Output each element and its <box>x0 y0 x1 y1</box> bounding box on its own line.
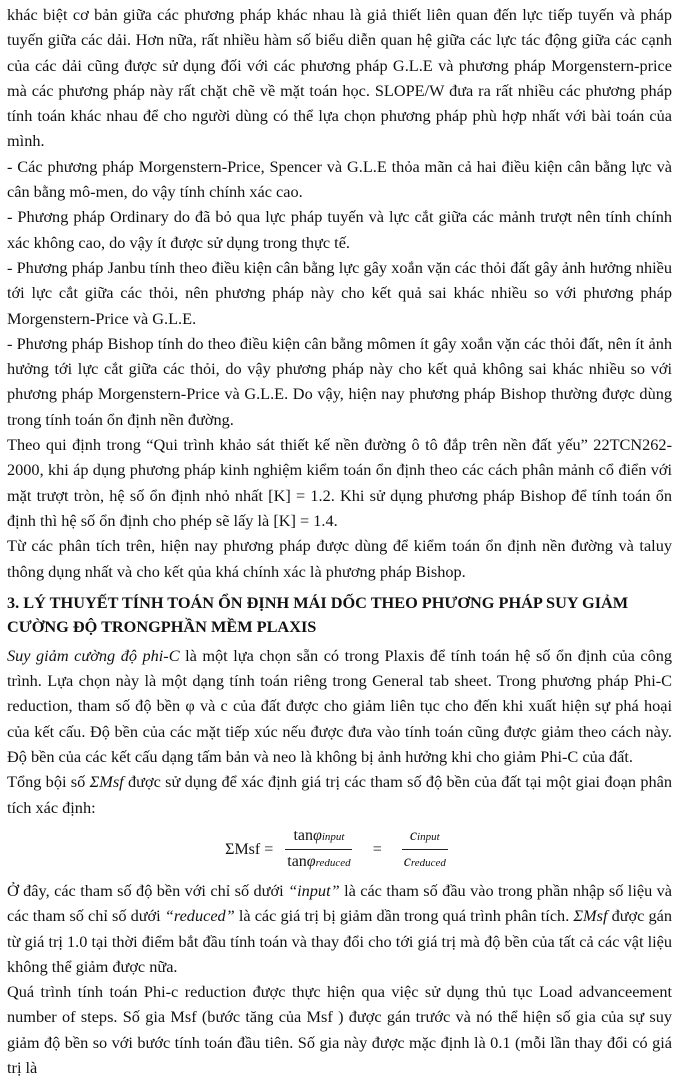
msf-text-a: Tổng bội số <box>7 772 90 792</box>
msf-formula <box>7 822 672 878</box>
paragraph-explanation <box>7 878 672 979</box>
fraction-denominator: tanφreduced <box>287 853 351 871</box>
formula-lhs: ΣMsf = <box>225 841 274 859</box>
msf-symbol: ΣMsf <box>89 772 124 792</box>
phi-c-term: Suy giảm cường độ phi-C <box>7 645 180 665</box>
bullet-janbu: - Phương pháp Janbu tính theo điều kiện cân bằng lực gây xoắn vặn các thỏi đất gây ảnh hưởng nhiều tới lực cắt giữa các thỏi, nên phương pháp này cho kết quả sai khác nhiều so với phương pháp Morgenstern-Price và G.L.E. <box>7 257 672 328</box>
bullet-morgenstern-spencer-gle: - Các phương pháp Morgenstern-Price, Spencer và G.L.E thỏa mãn cả hai điều kiện cân bằng lực và cân bằng mô-men, do vậy tính chính xác cao. <box>7 156 672 202</box>
reduced-term: “reduced” <box>164 906 235 926</box>
fraction-tan-phi <box>279 826 358 873</box>
formula-equals: = <box>372 841 382 859</box>
paragraph-regulation: Theo qui định trong “Qui trình khảo sát thiết kế nền đường ô tô đắp trên nền đất yếu” 22TCN262-2000, khi áp dụng phương pháp kinh nghiệm kiểm toán ổn định theo các cách phân mảnh cổ điển với mặt trượt tròn, hệ số ổn định nhỏ nhất [K] = 1.2. Khi sử dụng phương pháp Bishop để tính toán ổn định thì hệ số ổn định cho phép sẽ lấy là [K] = 1.4. <box>7 435 672 530</box>
input-term: “input” <box>288 880 340 900</box>
fraction-numerator: tanφinput <box>285 826 352 850</box>
msf-symbol: ΣMsf <box>573 906 608 926</box>
paragraph-intro: khác biệt cơ bản giữa các phương pháp khác nhau là giả thiết liên quan đến lực tiếp tuyến và pháp tuyến giữa các dải. Hơn nữa, rất nhiều hàm số biểu diễn quan hệ giữa các lực tác động giữa các cạnh của các dải cũng được sử dụng đối với các phương pháp G.L.E và phương pháp Morgenstern-price mà các phương pháp này rất chặt chẽ về mặt toán học. SLOPE/W đưa ra rất nhiều các phương pháp tính toán khác nhau để cho người dùng có thể lựa chọn phương pháp phù hợp nhất với bài toán của mình. <box>7 5 672 151</box>
bullet-ordinary: - Phương pháp Ordinary do đã bỏ qua lực pháp tuyến và lực cắt giữa các mảnh trượt nên tính chính xác không cao, do vậy ít được sử dụng trong thực tế. <box>7 207 672 252</box>
phi-c-text: là một lựa chọn sẵn có trong Plaxis để tính toán hệ số ổn định của công trình. Lựa chọn này là một dạng tính toán riêng trong General tab sheet. Trong phương pháp Phi-C reduction, tham số độ bền φ và c của đất được cho giảm liên tục cho đến khi xuất hiện sự phá hoại của kết cấu. Độ bền của các mặt tiếp xúc nếu được đưa vào tính toán cũng được giảm theo cách này. Độ bền của các kết cấu dạng tấm bản và neo là không bị ảnh hưởng khi cho giảm Phi-C của đất. <box>7 645 672 767</box>
paragraph-conclusion: Từ các phân tích trên, hiện nay phương pháp được dùng để kiểm toán ổn định nền đường và taluy thông dụng nhất và cho kết qủa khá chính xác là phương pháp Bishop. <box>7 536 672 581</box>
fraction-denominator: creduced <box>403 853 446 871</box>
explanation-text-a: Ở đây, các tham số độ bền với chỉ số dưới <box>7 880 289 900</box>
explanation-text-d: được gán từ giá trị 1.0 tại thời điểm bắt đầu tính toán và thay đổi cho tới giá trị mà độ bền của tất cả các vật liệu không thể giảm được nữa. <box>7 906 672 976</box>
paragraph-phi-c <box>7 643 672 769</box>
fraction-numerator: cinput <box>402 826 448 850</box>
paragraph-process: Quá trình tính toán Phi-c reduction được thực hiện qua việc sử dụng thủ tục Load advanceement number of steps. Số gia Msf (bước tăng của Msf ) được gán trước và nó thể hiện số gia của sự suy giảm độ bền so với bước tính toán đầu tiên. Số gia này được mặc định là 0.1 (mỗi lần thay đổi có giá trị là <box>7 982 672 1077</box>
bullet-bishop: - Phương pháp Bishop tính do theo điều kiện cân bằng mômen ít gây xoắn vặn các thỏi đất, nên ít ảnh hưởng tới lực cắt giữa các thỏi, do vậy phương pháp này cho kết quả không sai khác nhiều so với phương pháp Morgenstern-Price và G.L.E. Do vậy, hiện nay phương pháp Bishop thường được dùng trong tính toán ổn định nền đường. <box>7 333 672 429</box>
msf-text-b: được sử dụng để xác định giá trị các tham số độ bền của đất tại một giai đoạn phân tích xác định: <box>7 772 672 817</box>
fraction-c <box>396 826 454 873</box>
explanation-text-c: là các giá trị bị giảm dần trong quá trình phân tích. <box>234 906 574 926</box>
section-heading: 3. LÝ THUYẾT TÍNH TOÁN ỔN ĐỊNH MÁI DỐC THEO PHƯƠNG PHÁP SUY GIẢM CƯỜNG ĐỘ TRONGPHẦN MỀM PLAXIS <box>7 592 629 636</box>
explanation-text-b: là các tham số đầu vào trong phần nhập số liệu và các tham số chỉ số dưới <box>7 880 672 926</box>
paragraph-msf <box>7 769 672 820</box>
